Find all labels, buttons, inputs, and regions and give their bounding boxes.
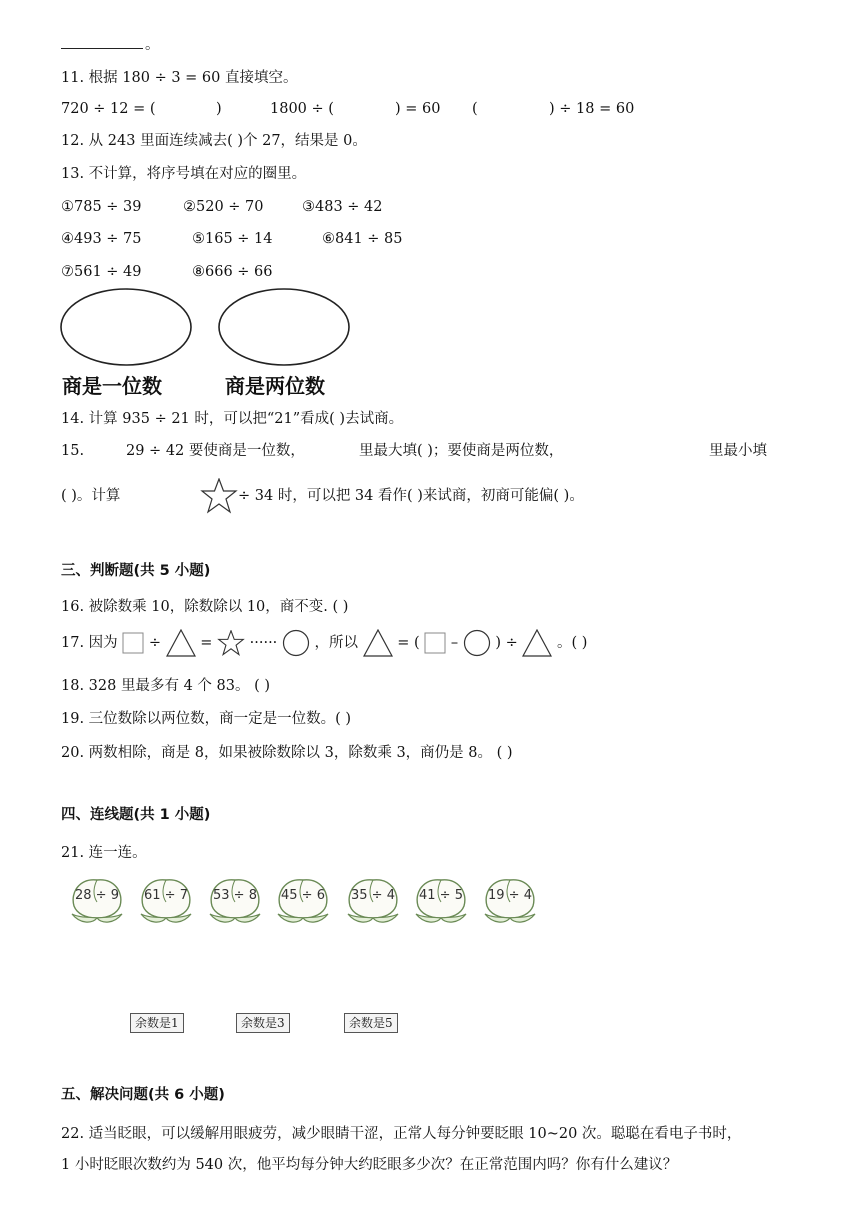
oval-shapes [60, 288, 360, 368]
q18: 18. 328 里最多有 4 个 83。 ( ) [61, 678, 270, 694]
q17-line: 17. 因为 ÷ = ······ ，所以 = ( – ) ÷ 。( ) [61, 626, 587, 660]
section-4-heading: 四、连线题(共 1 小题) [61, 807, 211, 823]
q13-item-6: ⑥841 ÷ 85 [322, 231, 403, 247]
q15-num: 15. [61, 443, 85, 459]
q16: 16. 被除数乘 10，除数除以 10，商不变. ( ) [61, 599, 349, 615]
q20: 20. 两数相除，商是 8，如果被除数除以 3，除数乘 3，商仍是 8。 ( ) [61, 745, 513, 761]
q19: 19. 三位数除以两位数，商一定是一位数。( ) [61, 711, 352, 727]
q13-item-1: ①785 ÷ 39 [61, 199, 142, 215]
q22-line-1: 22. 适当眨眼，可以缓解用眼疲劳，减少眼睛干涩，正常人每分钟要眨眼 10~20 次。聪聪在看电子书时， [61, 1126, 742, 1142]
peach-card[interactable] [204, 874, 266, 926]
section-3-heading: 三、判断题(共 5 小题) [61, 563, 211, 579]
q15-part-b: 里最大填( )；要使商是两位数， [359, 443, 564, 459]
q13-item-3: ③483 ÷ 42 [302, 199, 383, 215]
q11-part3: ( [472, 101, 478, 117]
q13-item-5: ⑤165 ÷ 14 [192, 231, 273, 247]
circle-icon [463, 629, 491, 657]
q15-part-e: ÷ 34 时，可以把 34 看作( )来试商，初商可能偏( )。 [238, 488, 584, 504]
peach-label: 41 ÷ 5 [419, 888, 463, 903]
q13-item-7: ⑦561 ÷ 49 [61, 264, 142, 280]
triangle-icon [166, 629, 196, 657]
answer-ovals [60, 288, 360, 372]
q14: 14. 计算 935 ÷ 21 时，可以把“21”看成( )去试商。 [61, 411, 404, 427]
peach-card[interactable] [479, 874, 541, 926]
q13-title: 13. 不计算，将序号填在对应的圈里。 [61, 166, 307, 182]
q11-title: 11. 根据 180 ÷ 3 = 60 直接填空。 [61, 70, 298, 86]
peach-label: 19 ÷ 4 [488, 888, 532, 903]
triangle-icon [522, 629, 552, 657]
peach-label: 35 ÷ 4 [351, 888, 395, 903]
q13-item-2: ②520 ÷ 70 [183, 199, 264, 215]
oval-two-digit[interactable] [219, 289, 349, 365]
remainder-box-5[interactable]: 余数是5 [344, 1013, 398, 1033]
q21-title: 21. 连一连。 [61, 845, 147, 861]
oval-label-two-digit: 商是两位数 [225, 374, 325, 398]
peach-card[interactable] [66, 874, 128, 926]
peach-label: 45 ÷ 6 [281, 888, 325, 903]
circle-icon [282, 629, 310, 657]
q11-part1-end: ) [216, 101, 222, 117]
peach-card[interactable] [135, 874, 197, 926]
peach-label: 28 ÷ 9 [75, 888, 119, 903]
triangle-icon [363, 629, 393, 657]
q11-part1: 720 ÷ 12 = ( [61, 101, 156, 117]
q11-part2-end: ) = 60 [395, 101, 441, 117]
q11-part2: 1800 ÷ ( [270, 101, 334, 117]
q11-part3-end: ) ÷ 18 = 60 [549, 101, 635, 117]
q15-part-c: 里最小填 [709, 443, 767, 459]
section-5-heading: 五、解决问题(共 6 小题) [61, 1087, 225, 1103]
top-period: 。 [145, 37, 160, 53]
star-icon [200, 478, 238, 518]
remainder-box-3[interactable]: 余数是3 [236, 1013, 290, 1033]
answer-blank-line [61, 48, 143, 49]
q15-part-a: 29 ÷ 42 要使商是一位数， [126, 443, 305, 459]
q13-item-4: ④493 ÷ 75 [61, 231, 142, 247]
q13-item-8: ⑧666 ÷ 66 [192, 264, 273, 280]
q15-part-d: ( )。计算 [61, 488, 121, 504]
peach-card[interactable] [410, 874, 472, 926]
remainder-box-1[interactable]: 余数是1 [130, 1013, 184, 1033]
square-icon [122, 632, 144, 654]
peach-card[interactable] [342, 874, 404, 926]
peach-label: 61 ÷ 7 [144, 888, 188, 903]
star-icon [217, 630, 245, 656]
peach-card[interactable] [272, 874, 334, 926]
peach-label: 53 ÷ 8 [213, 888, 257, 903]
oval-one-digit[interactable] [61, 289, 191, 365]
square-icon [424, 632, 446, 654]
q12: 12. 从 243 里面连续减去( )个 27，结果是 0。 [61, 133, 367, 149]
q22-line-2: 1 小时眨眼次数约为 540 次，他平均每分钟大约眨眼多少次？在正常范围内吗？你有什么建议？ [61, 1157, 678, 1173]
oval-label-one-digit: 商是一位数 [62, 374, 162, 398]
